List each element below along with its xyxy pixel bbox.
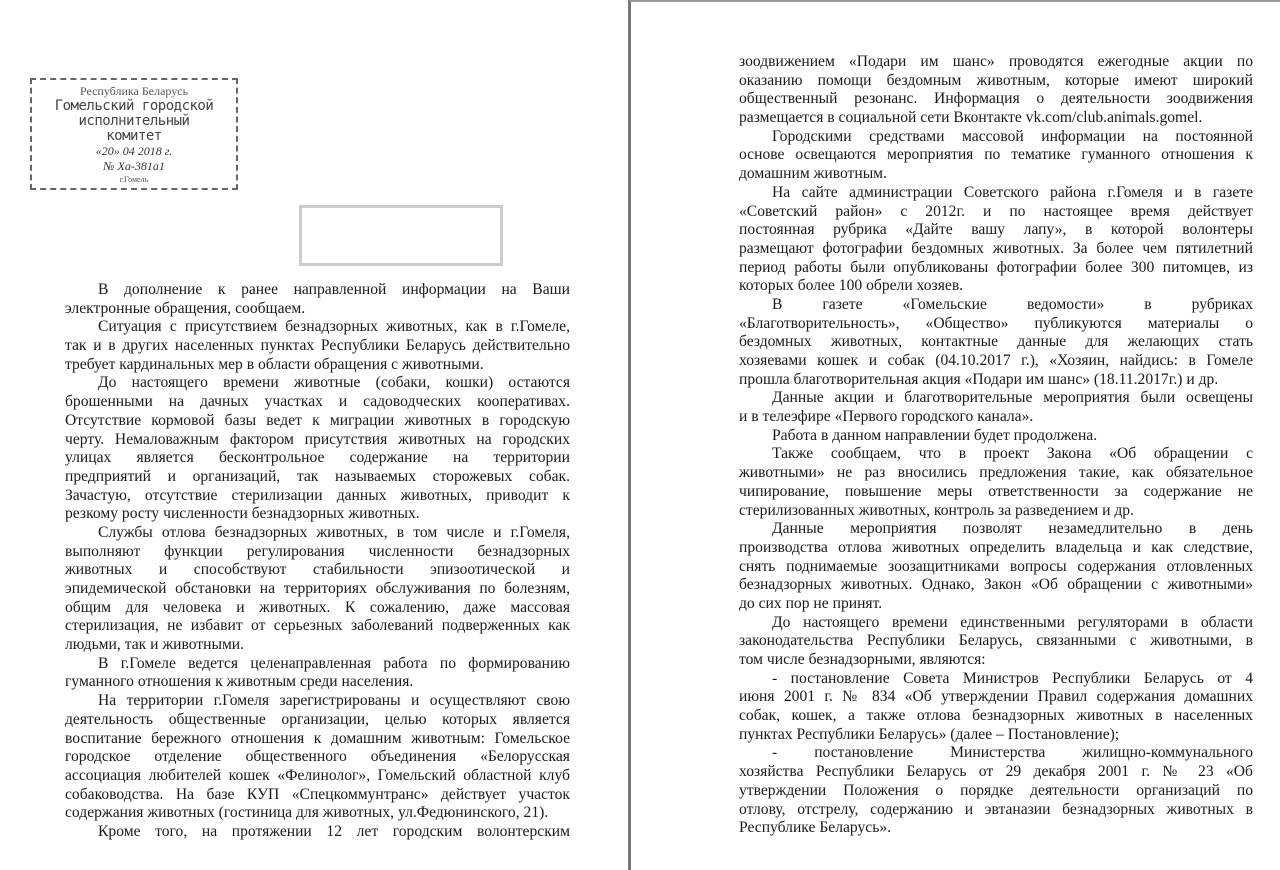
text-line: Зачастую, отсутствие стерилизации данных животных, приводит к [65,486,570,504]
stamp-country: Республика Беларусь [79,84,189,98]
text-line: воспитание бережного отношения к домашним животным: Гомельское [65,729,570,747]
stamp-date: «20» 04 2018 г. [95,144,173,158]
text-line: прошла благотворительная акция «Подари им шанс» (18.11.2017г.) и др. [739,370,1219,388]
text-line: том числе безнадзорными, являются: [739,651,986,668]
text-line: Республике Беларусь». [739,819,892,837]
text-line: предприятий и организаций, так называемых сторожевых собак. [65,467,570,485]
text-line: и в телеэфире «Первого городского канала». [739,408,1034,426]
text-line: так и в других населенных пунктах Республики Беларусь действительно [65,337,570,355]
text-line: требует кардинальных мер в области обращения с животными. [65,355,484,373]
text-line: домашним животным. [739,165,887,183]
text-line: До настоящего времени животные (собаки, кошки) остаются [98,374,570,392]
text-line: «Советский район» с 2012г. и по настоящее время действует [739,202,1253,220]
text-line: улицах является бесконтрольное содержание на территории [65,449,570,467]
paragraph [739,296,1253,389]
left-page-body [65,281,570,842]
text-line: размещают фотографии бездомных животных. За более чем пятилетний [739,239,1253,257]
paragraph [65,823,570,842]
right-page-body [739,53,1253,838]
text-line: хозяйства Республики Беларусь от 29 декабря 2001 г. № 23 «Об [739,763,1253,781]
text-line: гуманного отношения к животным среди населения. [65,673,414,691]
text-line: резкому росту численности безнадзорных животных. [65,505,420,523]
text-line: отлову, отстрелу, содержанию и эвтаназии безнадзорных животных в [739,800,1253,818]
text-line: июня 2001 г. № 834 «Об утверждении Правил содержания домашних [739,688,1253,706]
text-line: утверждении Положения о порядке деятельности организаций по [739,781,1253,799]
text-line: размещается в социальной сети Вконтакте vk.com/club.animals.gomel. [739,109,1203,127]
text-line: - постановление Совета Министров Республики Беларусь от 4 [772,669,1253,687]
text-line: снять поднимаемые зоозащитниками вопросы содержания отловленных [739,557,1253,575]
paragraph [739,427,1253,446]
text-line: На сайте администрации Советского района г.Гомеля и в газете [772,183,1253,201]
text-line: черту. Немаловажным фактором присутствия животных на городских [65,430,570,448]
text-line: Также сообщаем, что в проект Закона «Об обращении с [772,445,1253,463]
text-line: выполняют функции регулирования численности безнадзорных [65,542,570,560]
paragraph [739,520,1253,613]
text-line: постоянная рубрика «Дайте вашу лапу», в которой волонтеры [739,221,1253,239]
text-line: Кроме того, на протяжении 12 лет городским волонтерским [98,822,570,840]
text-line: собак, кошек, а также отлова безнадзорных животных в населенных [739,707,1253,725]
text-line: До настоящего времени единственными регуляторами в области [772,613,1253,631]
paragraph [65,374,570,524]
text-line: людьми, так и животными. [65,636,245,654]
text-line: электронные обращения, сообщаем. [65,299,306,317]
text-line: эпидемической обстановки на территориях обслуживания по болезням, [65,580,570,597]
text-line: «Благотворительность», «Общество» публикуются материалы о [739,314,1253,332]
text-line: пунктах Республики Беларусь» (далее – Постановление); [739,725,1120,743]
text-line: Данные мероприятия позволят незамедлительно в день [772,520,1253,538]
stamp-org-line3: комитет [106,128,162,144]
text-line: содержания животных (гостиница для животных, ул.Федюнинского, 21). [65,804,549,822]
text-line: деятельность общественные организации, целью которых является [65,710,570,728]
text-line: бездомных животных, контактные данные для желающих стать [739,333,1253,351]
paragraph [739,184,1253,296]
text-line: законодательства Республики Беларусь, связанными с животными, в [739,632,1253,650]
text-line: производства отлова животных определить владельца и как следствие, [739,538,1253,556]
paragraph [739,445,1253,520]
paragraph [739,744,1253,837]
text-line: основе освещаются мероприятия по тематике гуманного отношения к [739,146,1253,164]
paragraph [65,692,570,823]
text-line: собаководства. На базе КУП «Спецкоммунтранс» действует участок [65,785,570,803]
text-line: Данные акции и благотворительные мероприятия были освещены [772,389,1253,407]
text-line: На территории г.Гомеля зарегистрированы и осуществляют свою [98,692,570,710]
text-line: стерилизованных животных, контроль за разведением и др. [739,501,1134,519]
text-line: период работы были опубликованы фотографии более 300 питомцев, из [739,258,1253,276]
text-line: Городскими средствами массовой информации на постоянной [772,127,1253,145]
paragraph [739,614,1253,670]
paragraph [739,53,1253,128]
paragraph [65,318,570,374]
text-line: животными» не раз вносились предложения такие, как обязательное [739,464,1253,482]
stamp-org-line2: исполнительный [78,113,190,129]
paragraph [739,128,1253,184]
paragraph [65,281,570,318]
redacted-address-box [299,205,503,266]
text-line: брошенными на дачных участках и садоводческих кооперативах. [65,393,570,411]
text-line: Работа в данном направлении будет продолжена. [772,426,1098,444]
text-line: стерилизация, не избавит от серьезных заболеваний подверженных как [65,617,570,635]
text-line: В дополнение к ранее направленной информации на Ваши [98,281,570,298]
stamp-number: № Ха-381а1 [103,159,165,173]
stamp-city: г.Гомель [119,175,149,184]
text-line: городское отделение общественного объединения «Белорусская [65,748,570,766]
text-line: В г.Гомеле ведется целенаправленная работа по формированию [98,654,570,672]
text-line: хозяевами кошек и собак (04.10.2017 г.), «Хозяин, найдись: в Гомеле [739,352,1253,369]
registration-stamp [30,78,238,190]
text-line: которых более 100 обрели хозяев. [739,277,964,295]
paragraph [739,670,1253,745]
text-line: общественный резонанс. Информация о деятельности зоодвижения [739,90,1253,108]
text-line: ассоциация любителей кошек «Фелинолог», Гомельский областной клуб [65,766,570,784]
text-line: - постановление Министерства жилищно-коммунального [772,744,1253,762]
text-line: оказанию помощи бездомным животным, которые имеют широкий [739,71,1253,89]
text-line: чипирование, повышение меры ответственности за содержание не [739,482,1253,500]
text-line: В газете «Гомельские ведомости» в рубриках [772,295,1253,313]
text-line: Отсутствие кормовой базы ведет к миграции животных в городскую [65,411,570,429]
paragraph [65,655,570,692]
stamp-org-line1: Гомельский городской [54,98,214,114]
document-page-right [628,0,1280,870]
text-line: животных и способствуют стабильности эпизоотической и [65,561,570,579]
text-line: до сих пор не принят. [739,594,883,612]
text-line: Ситуация с присутствием безнадзорных животных, как в г.Гомеле, [98,318,570,336]
document-page-left [0,0,626,870]
text-line: зоодвижением «Подари им шанс» проводятся ежегодные акции по [739,53,1253,70]
paragraph [65,524,570,655]
text-line: общим для человека и животных. К сожалению, даже массовая [65,598,570,616]
text-line: безнадзорных животных. Однако, Закон «Об обращении с животными» [739,576,1253,594]
text-line: Службы отлова безнадзорных животных, в том числе и г.Гомеля, [98,523,570,541]
paragraph [739,389,1253,426]
